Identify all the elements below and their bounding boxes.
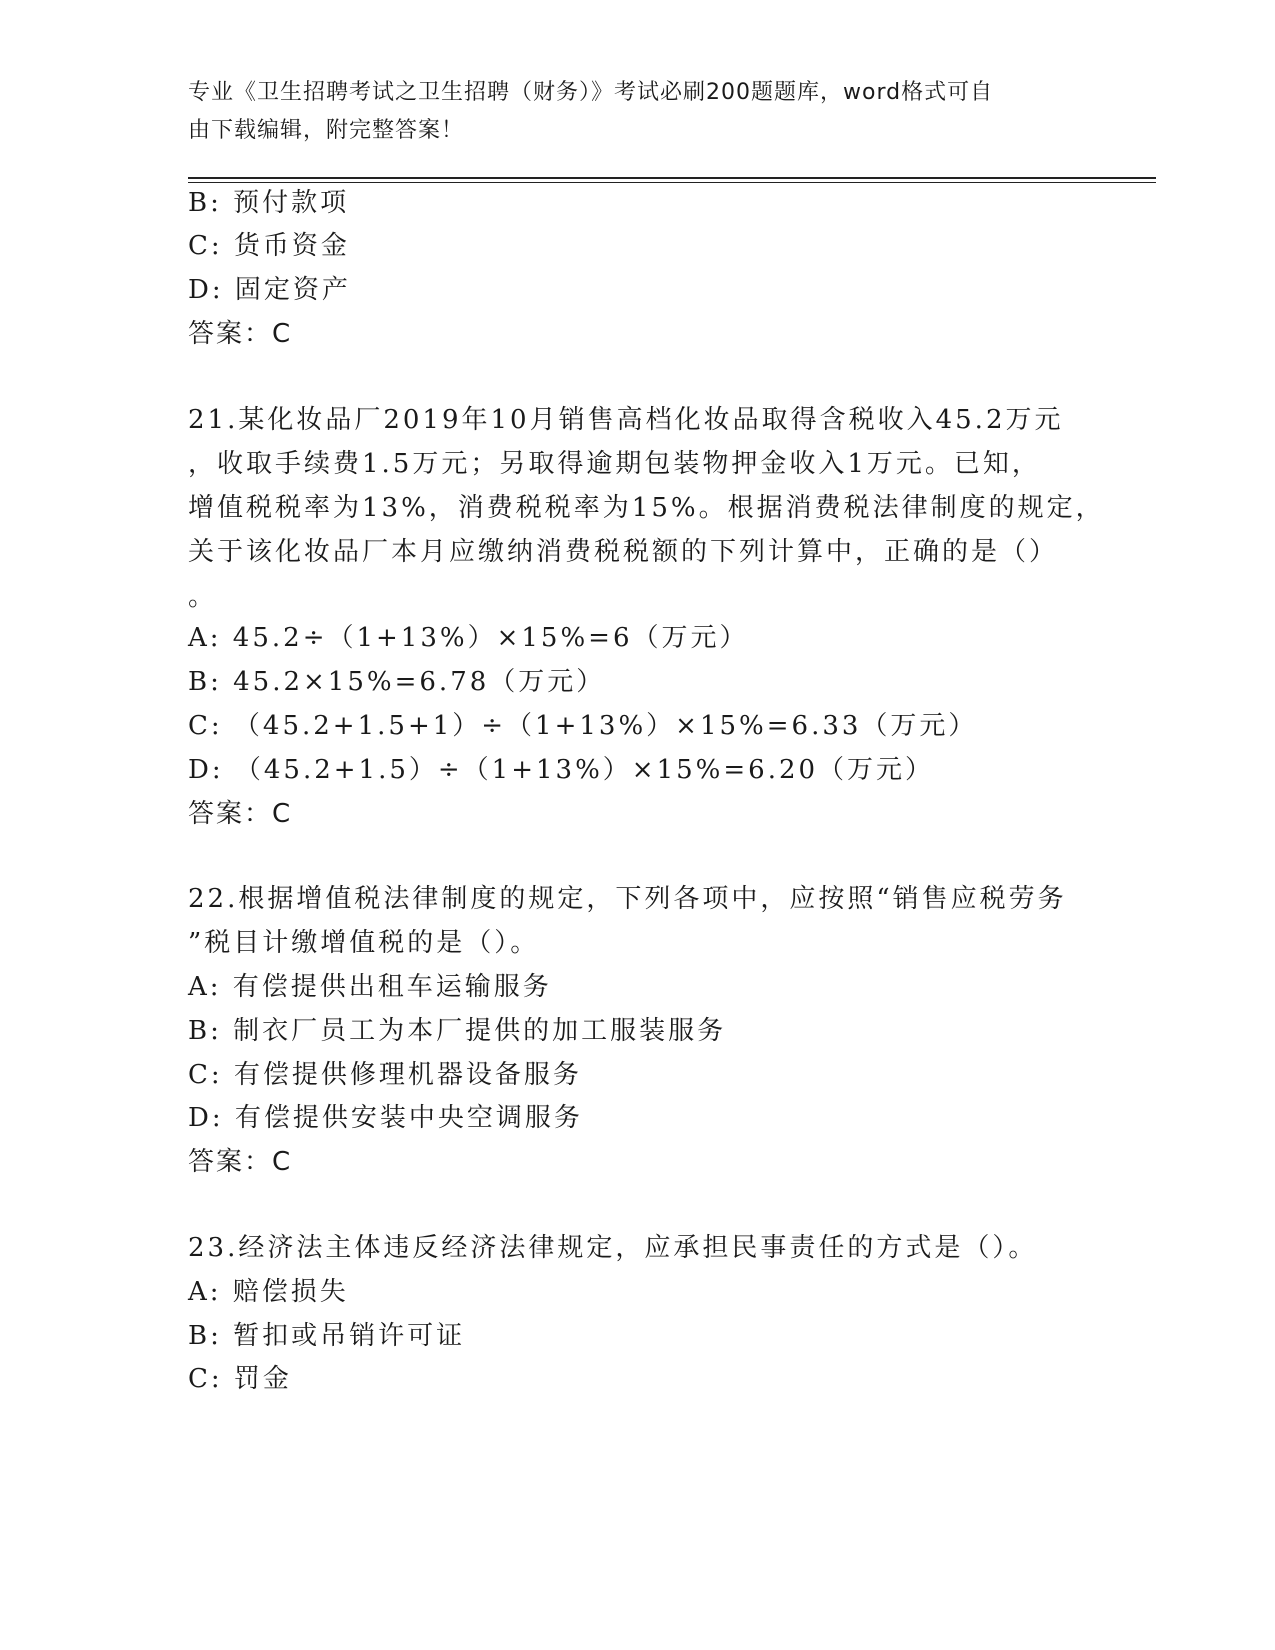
q22-d-option: D: 有偿提供安装中央空调服务 (188, 1103, 583, 1133)
q21-c-option: C: （45.2+1.5+1）÷（1+13%）×15%=6.33（万元） (188, 711, 978, 741)
q22-answer-answer: 答案：C (188, 1147, 293, 1177)
header-line-2: 由下载编辑，附完整答案！ (188, 118, 465, 143)
q22-c-option: C: 有偿提供修理机器设备服务 (188, 1060, 582, 1090)
q23-b-option: B: 暂扣或吊销许可证 (188, 1321, 466, 1351)
q22-b-option: B: 制衣厂员工为本厂提供的加工服装服务 (188, 1016, 727, 1046)
q22-line2-question: ”税目计缴增值税的是（）。 (188, 928, 540, 958)
q23-a-option: A: 赔偿损失 (188, 1277, 349, 1307)
q21-line4-question: 关于该化妆品厂本月应缴纳消费税税额的下列计算中，正确的是（） (188, 537, 1059, 567)
document-header (188, 74, 1068, 150)
q21-b-option: B: 45.2×15%=6.78（万元） (188, 667, 606, 697)
header-line-1: 专业《卫生招聘考试之卫生招聘（财务）》考试必刷200题题库，word格式可自 (188, 80, 994, 105)
q21-d-option: D: （45.2+1.5）÷（1+13%）×15%=6.20（万元） (188, 755, 935, 785)
q23-c-option: C: 罚金 (188, 1364, 292, 1394)
q21-a-option: A: 45.2÷（1+13%）×15%=6（万元） (188, 623, 749, 653)
q21-line2-question: ，收取手续费1.5万元；另取得逾期包装物押金收入1万元。已知， (188, 449, 1041, 479)
q22-a-option: A: 有偿提供出租车运输服务 (188, 972, 552, 1002)
q21-line1-question: 21.某化妆品厂2019年10月销售高档化妆品取得含税收入45.2万元 (188, 405, 1064, 435)
q21-line5-question: 。 (188, 582, 218, 612)
q21-answer-answer: 答案：C (188, 799, 293, 829)
header-divider (188, 177, 1156, 183)
q20-d-option: D: 固定资产 (188, 275, 351, 305)
q20-answer-answer: 答案：C (188, 319, 293, 349)
q22-line1-question: 22.根据增值税法律制度的规定，下列各项中，应按照“销售应税劳务 (188, 884, 1067, 914)
q20-c-option: C: 货币资金 (188, 231, 350, 261)
q23-line1-question: 23.经济法主体违反经济法律规定，应承担民事责任的方式是（）。 (188, 1233, 1038, 1263)
q21-line3-question: 增值税税率为13%，消费税税率为15%。根据消费税法律制度的规定， (188, 493, 1105, 523)
q20-b-option: B: 预付款项 (188, 188, 350, 218)
